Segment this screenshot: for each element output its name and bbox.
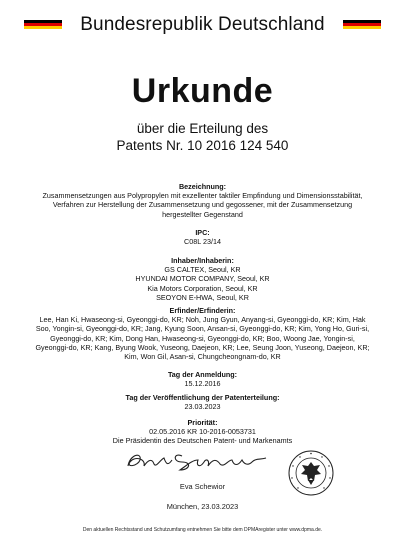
praesidentin-text: Die Präsidentin des Deutschen Patent- und Markenamts — [112, 436, 293, 446]
inhaber-line: HYUNDAI MOTOR COMPANY, Seoul, KR — [135, 274, 270, 284]
bezeichnung-line: Zusammensetzungen aus Polypropylen mit exzellenter taktiler Empfindung und Dimensionsstabilität, — [42, 191, 363, 201]
erfinder-line: Gyeonggi-do, KR; Kang, Byung Wook, Yuseong, Daejeon, KR; Lee, Seung Joon, Yuseong, Daejeon, KR; — [35, 342, 370, 352]
erfinder-label: Erfinder/Erfinderin: — [169, 306, 236, 315]
anmeldung-label: Tag der Anmeldung: — [167, 370, 238, 379]
header — [0, 14, 405, 36]
german-flag-icon — [343, 20, 381, 29]
signer-name: Eva Schewior — [179, 482, 226, 491]
inhaber-line: SEOYON E-HWA, Seoul, KR — [156, 292, 249, 302]
country-name: Bundesrepublik Deutschland — [80, 14, 325, 35]
erfinder-line: Lee, Han Ki, Hwaseong-si, Gyeonggi-do, KR; Noh, Jung Gyun, Anyang-si, Gyeonggi-do, KR; Kim, Hak — [39, 315, 366, 325]
veroeffentlichung-section — [18, 393, 387, 411]
veroeffentlichung-label: Tag der Veröffentlichung der Patenterteilung: — [125, 393, 280, 402]
footer-note: Den aktuellen Rechtsstand und Schutzumfang entnehmen Sie bitte dem DPMAregister unter www.dpma.de. — [82, 527, 323, 533]
bezeichnung-label: Bezeichnung: — [178, 182, 227, 191]
patent-number: Patents Nr. 10 2016 124 540 — [116, 138, 289, 153]
ipc-section — [18, 228, 387, 246]
anmeldung-date: 15.12.2016 — [184, 379, 221, 389]
prioritaet-value: 02.05.2016 KR 10-2016-0053731 — [149, 427, 256, 437]
inhaber-section — [18, 256, 387, 302]
veroeffentlichung-date: 23.03.2023 — [184, 402, 221, 412]
bezeichnung-section — [18, 182, 387, 219]
inhaber-label: Inhaber/Inhaberin: — [171, 256, 234, 265]
erfinder-section — [18, 306, 387, 361]
prioritaet-section — [18, 418, 387, 446]
inhaber-line: Kia Motors Corporation, Seoul, KR — [147, 283, 258, 293]
subtitle-line: über die Erteilung des — [136, 121, 269, 136]
place-and-date: München, 23.03.2023 — [166, 502, 239, 511]
anmeldung-section — [18, 370, 387, 388]
erfinder-line: Soo, Yongin-si, Gyeonggi-do, KR; Jang, Kyung Soon, Ansan-si, Gyeonggi-do, KR; Kim, Yong Ho, Guri-si, — [35, 324, 370, 334]
prioritaet-label: Priorität: — [187, 418, 218, 427]
document-subtitle — [0, 120, 405, 154]
erfinder-line: Gyeonggi-do, KR; Kim, Dong Han, Hwaseong-si, Gyeonggi-do, KR; Boo, Woong Jae, Yongin-si, — [50, 333, 355, 343]
bezeichnung-line: hergestellter Gegenstand — [162, 209, 243, 219]
document-title: Urkunde — [131, 72, 274, 110]
handwritten-signature — [120, 446, 280, 476]
ipc-value: C08L 23/14 — [184, 237, 221, 247]
erfinder-line: Kim, Won Gil, Asan-si, Chungcheongnam-do, KR — [124, 352, 281, 362]
inhaber-line: GS CALTEX, Seoul, KR — [164, 265, 241, 275]
ipc-label: IPC: — [195, 228, 210, 237]
bezeichnung-line: Verfahren zur Herstellung der Zusammensetzung und gegossener, mit der Zusammensetzung — [52, 200, 353, 210]
